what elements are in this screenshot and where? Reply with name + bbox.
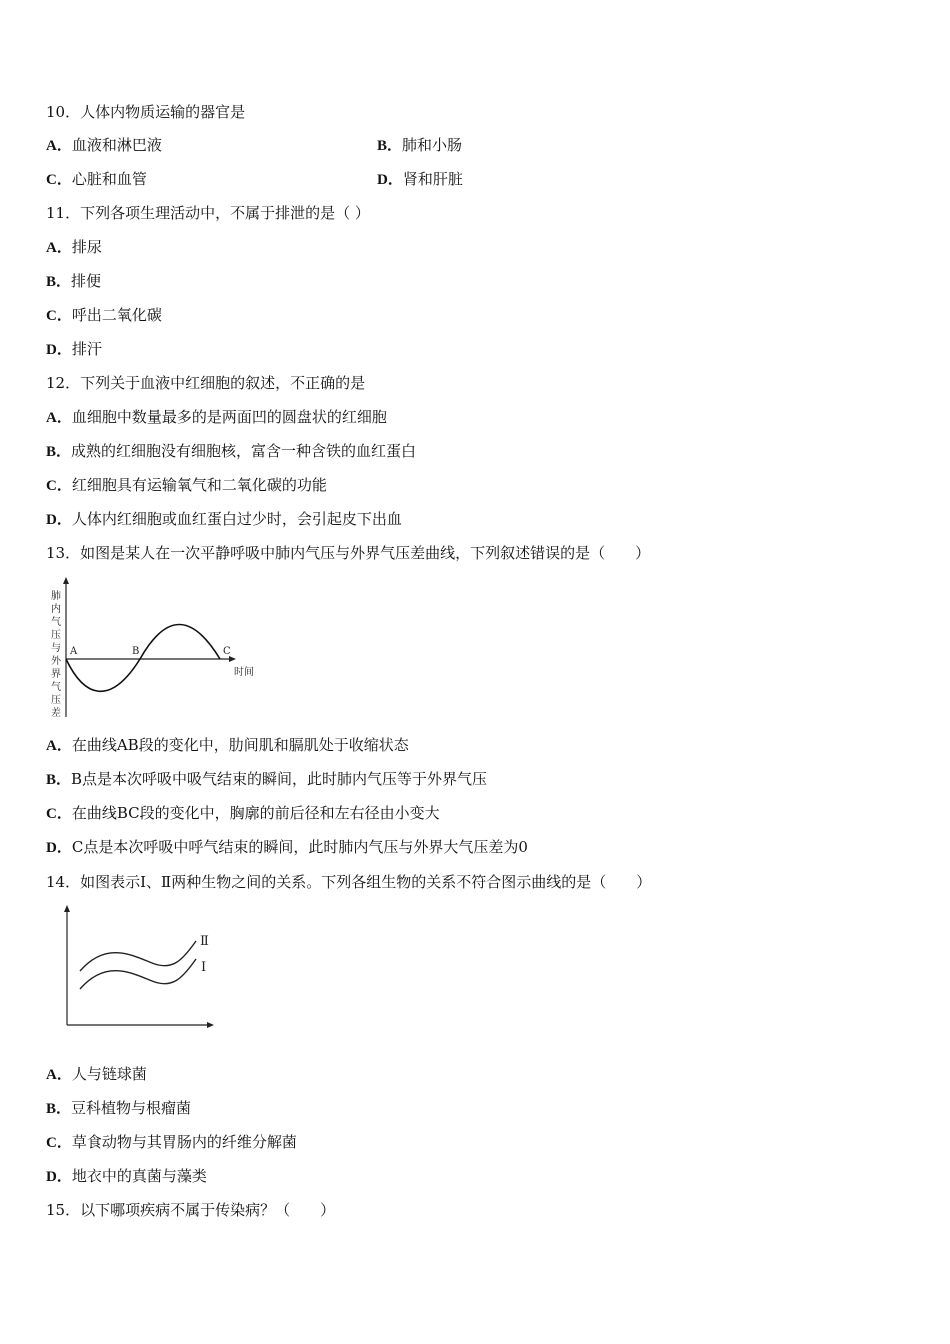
point-a-label: A xyxy=(70,646,78,657)
ylabel-char: 与 xyxy=(51,643,61,654)
q13-option-c[interactable]: C．在曲线BC段的变化中，胸廓的前后径和左右径由小变大 xyxy=(46,804,440,822)
ylabel-char: 肺 xyxy=(51,591,61,602)
q13-stem: 13．如图是某人在一次平静呼吸中肺内气压与外界气压差曲线，下列叙述错误的是（ ） xyxy=(46,544,651,562)
q11-stem: 11．下列各项生理活动中，不属于排泄的是（ ） xyxy=(46,204,370,222)
q13-option-a[interactable]: A．在曲线AB段的变化中，肋间肌和膈肌处于收缩状态 xyxy=(46,736,409,754)
q14-option-c[interactable]: C．草食动物与其胃肠内的纤维分解菌 xyxy=(46,1133,297,1151)
curve-i-label: Ⅰ xyxy=(201,960,207,975)
q10-option-b[interactable]: B．肺和小肠 xyxy=(377,136,463,154)
ylabel-char: 气 xyxy=(51,682,61,693)
q10-option-d[interactable]: D．肾和肝脏 xyxy=(377,170,463,188)
q14-option-a[interactable]: A．人与链球菌 xyxy=(46,1065,147,1083)
ylabel-char: 内 xyxy=(51,604,61,615)
x-axis-arrow xyxy=(207,1022,214,1028)
ylabel-char: 气 xyxy=(51,617,61,628)
q12-option-b[interactable]: B．成熟的红细胞没有细胞核，富含一种含铁的血红蛋白 xyxy=(46,442,417,460)
q14-stem: 14．如图表示Ⅰ、Ⅱ两种生物之间的关系。下列各组生物的关系不符合图示曲线的是（ ） xyxy=(46,873,652,891)
q13-option-b[interactable]: B．B点是本次呼吸中吸气结束的瞬间，此时肺内气压等于外界气压 xyxy=(46,770,488,788)
q12-stem: 12．下列关于血液中红细胞的叙述，不正确的是 xyxy=(46,374,366,392)
y-axis-arrow xyxy=(63,577,69,584)
x-axis-label: 时间 xyxy=(234,667,254,678)
q11-option-a[interactable]: A．排尿 xyxy=(46,238,102,256)
q14-option-b[interactable]: B．豆科植物与根瘤菌 xyxy=(46,1099,192,1117)
q15-stem: 15．以下哪项疾病不属于传染病？（ ） xyxy=(46,1201,336,1219)
q11-option-b[interactable]: B．排便 xyxy=(46,272,102,290)
symbiosis-figure xyxy=(58,903,223,1038)
ylabel-char: 压 xyxy=(51,695,61,706)
ylabel-char: 压 xyxy=(51,630,61,641)
q10-option-c[interactable]: C．心脏和血管 xyxy=(46,170,147,188)
curve-ii-label: Ⅱ xyxy=(200,934,209,949)
point-b-label: B xyxy=(132,646,140,657)
curve-ii xyxy=(80,941,196,971)
q11-option-d[interactable]: D．排汗 xyxy=(46,340,102,358)
q12-option-d[interactable]: D．人体内红细胞或血红蛋白过少时，会引起皮下出血 xyxy=(46,510,402,528)
q13-option-d[interactable]: D．C点是本次呼吸中呼气结束的瞬间，此时肺内气压与外界大气压差为0 xyxy=(46,838,528,856)
pressure-y-label xyxy=(51,589,62,719)
q12-option-a[interactable]: A．血细胞中数量最多的是两面凹的圆盘状的红细胞 xyxy=(46,408,387,426)
q14-option-d[interactable]: D．地衣中的真菌与藻类 xyxy=(46,1167,207,1185)
curve-i xyxy=(80,959,196,989)
q10-option-a[interactable]: A．血液和淋巴液 xyxy=(46,136,162,154)
ylabel-char: 外 xyxy=(51,656,61,667)
y-axis-arrow xyxy=(64,905,70,912)
q12-option-c[interactable]: C．红细胞具有运输氧气和二氧化碳的功能 xyxy=(46,476,327,494)
pressure-difference-figure xyxy=(44,575,274,723)
q10-stem: 10．人体内物质运输的器官是 xyxy=(46,103,246,121)
q11-option-c[interactable]: C．呼出二氧化碳 xyxy=(46,306,162,324)
ylabel-char: 差 xyxy=(51,708,61,719)
pressure-curve xyxy=(66,625,220,692)
point-c-label: C xyxy=(223,646,231,657)
ylabel-char: 界 xyxy=(51,669,61,680)
